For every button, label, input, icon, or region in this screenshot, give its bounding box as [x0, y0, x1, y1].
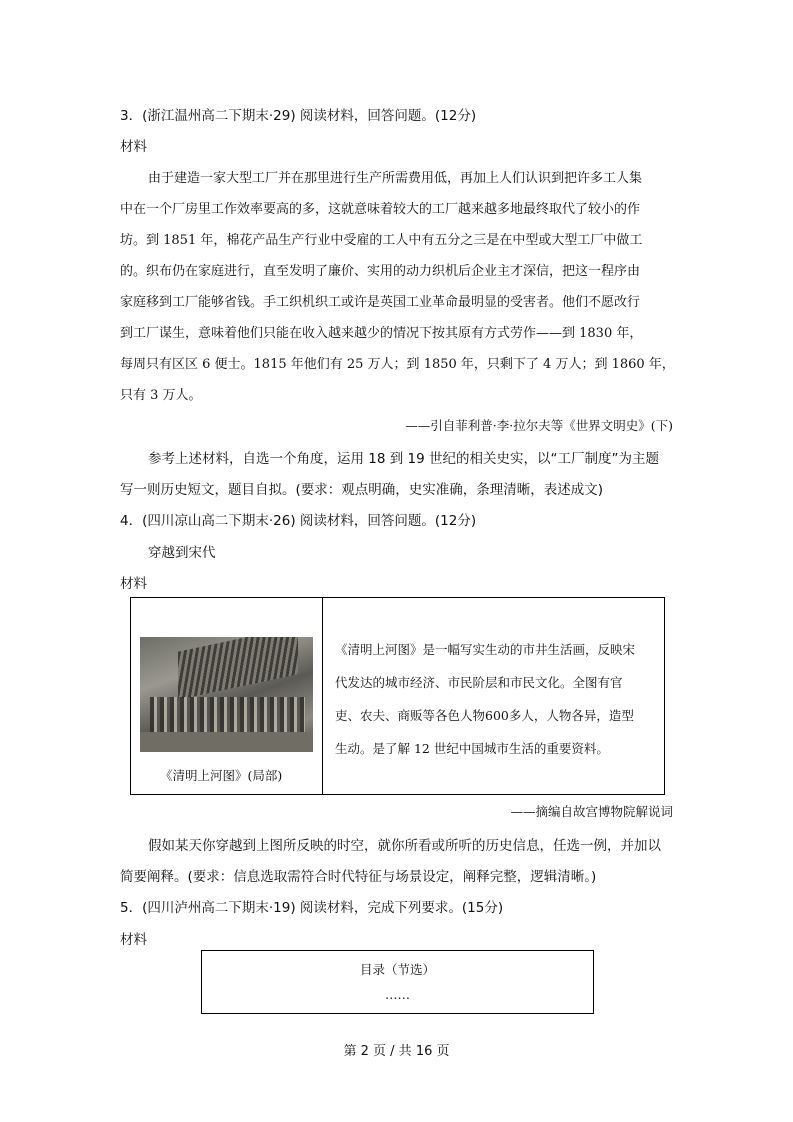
q4-task-line: 假如某天你穿越到上图所反映的时空，就你所看或所听的历史信息，任选一例，并加以 [148, 838, 661, 854]
q3-material-line: 只有 3 万人。 [120, 388, 202, 403]
q3-material-line: 坊。到 1851 年，棉花产品生产行业中受雇的工人中有五分之三是在中型或大型工厂中做工 [120, 233, 643, 248]
q3-material-label: 材料 [120, 139, 147, 155]
q3-heading: 3．(浙江温州高二下期末·29) 阅读材料，回答问题。(12分) [120, 108, 477, 124]
q5-material-label: 材料 [120, 932, 147, 948]
painting-ground [140, 732, 313, 752]
q5-box-title: 目录（节选） [359, 962, 435, 977]
q5-box-ellipsis: …… [385, 987, 410, 1002]
q4-desc-line: 代发达的城市经济、市民阶层和市民文化。全图有官 [335, 675, 623, 690]
q4-subtitle: 穿越到宋代 [148, 545, 216, 561]
painting-caption: 《清明上河图》(局部) [160, 768, 283, 783]
q4-desc-line: 《清明上河图》是一幅写实生动的市井生活画，反映宋 [335, 642, 636, 657]
q3-task-line: 参考上述材料，自选一个角度，运用 18 到 19 世纪的相关史实，以“工厂制度”为主题 [148, 451, 660, 467]
painting-roof [178, 637, 298, 700]
q4-task-line: 简要阐释。(要求：信息选取需符合时代特征与场景设定，阐释完整，逻辑清晰。) [120, 869, 597, 885]
q3-material-line: 的。织布仍在家庭进行，直至发明了廉价、实用的动力织机后企业主才深信，把这一程序由 [120, 264, 641, 279]
q3-task-line: 写一则历史短文，题目自拟。(要求：观点明确，史实准确，条理清晰，表述成文) [120, 482, 604, 498]
table-divider [322, 597, 323, 795]
q3-material-line: 每周只有区区 6 便士。1815 年他们有 25 万人；到 1850 年，只剩下了 4 万人；到 1860 年， [120, 357, 675, 372]
q4-material-label: 材料 [120, 576, 147, 592]
q3-material-line: 由于建造一家大型工厂并在那里进行生产所需费用低，再加上人们认识到把许多工人集 [148, 171, 643, 186]
q3-material-line: 家庭移到工厂能够省钱。手工织机织工或许是英国工业革命最明显的受害者。他们不愿改行 [120, 295, 641, 310]
q5-heading: 5．(四川泸州高二下期末·19) 阅读材料，完成下列要求。(15分) [120, 900, 504, 916]
qingming-painting-image [140, 637, 313, 752]
q3-source: ——引自菲利普·李·拉尔夫等《世界文明史》(下) [405, 418, 673, 433]
q3-material-line: 中在一个厂房里工作效率要高的多，这就意味着较大的工厂越来越多地最终取代了较小的作 [120, 202, 641, 217]
q4-source: ——摘编自故宫博物院解说词 [510, 804, 673, 819]
page-footer: 第 2 页 / 共 16 页 [343, 1044, 450, 1059]
q3-material-line: 到工厂谋生，意味着他们只能在收入越来越少的情况下按其原有方式劳作——到 1830 年， [120, 326, 643, 341]
q4-heading: 4．(四川凉山高二下期末·26) 阅读材料，回答问题。(12分) [120, 513, 477, 529]
q4-desc-line: 吏、农夫、商贩等各色人物600多人，人物各异，造型 [335, 708, 634, 723]
q4-desc-line: 生动。是了解 12 世纪中国城市生活的重要资料。 [335, 741, 609, 756]
